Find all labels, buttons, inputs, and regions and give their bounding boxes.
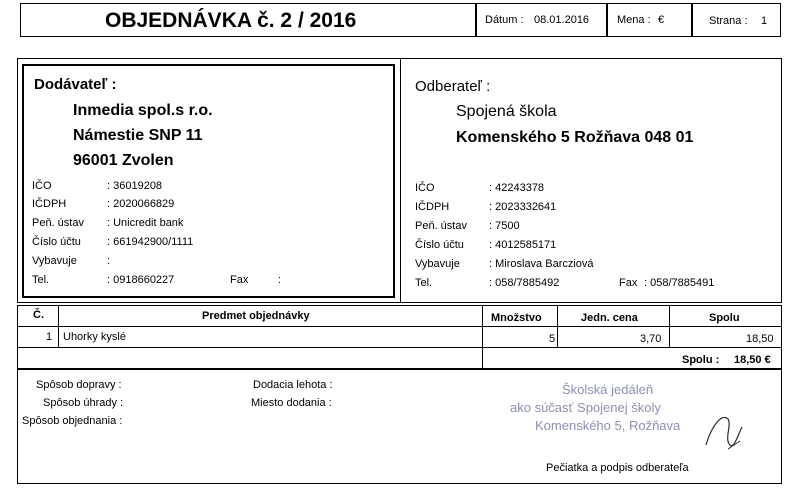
signature-stroke bbox=[706, 417, 742, 445]
customer-contact-value: : Miroslava Barcziová bbox=[489, 258, 594, 270]
document-title: OBJEDNÁVKA č. 2 / 2016 bbox=[105, 9, 357, 32]
table-header-divider bbox=[17, 326, 782, 327]
supplier-bank-label: Peň. ústav bbox=[32, 217, 84, 229]
sum-value: 18,50 € bbox=[734, 354, 771, 366]
items-table bbox=[17, 305, 782, 369]
col-divider-qty bbox=[557, 305, 558, 347]
supplier-fax-label: Fax bbox=[230, 274, 249, 286]
supplier-tel-value: : 0918660227 bbox=[107, 274, 175, 286]
order-method-label: Spôsob objednania : bbox=[22, 415, 123, 427]
col-header-price: Jedn. cena bbox=[581, 312, 638, 324]
currency-value: € bbox=[658, 14, 665, 26]
supplier-heading: Dodávateľ : bbox=[34, 76, 117, 93]
supplier-icdph-value: : 2020066829 bbox=[107, 198, 175, 210]
supplier-ico-value: : 36019208 bbox=[107, 180, 163, 192]
supplier-account-value: : 661942900/1111 bbox=[107, 236, 194, 248]
customer-ico-value: : 42243378 bbox=[489, 182, 545, 194]
col-header-qty: Množstvo bbox=[491, 312, 542, 324]
customer-bank-label: Peň. ústav bbox=[415, 220, 467, 232]
supplier-ico-label: IČO bbox=[32, 180, 52, 192]
supplier-account-label: Číslo účtu bbox=[32, 236, 81, 248]
table-row-divider bbox=[17, 347, 782, 348]
customer-icdph-value: : 2023332641 bbox=[489, 201, 557, 213]
row-total: 18,50 bbox=[746, 333, 774, 345]
page-value: 1 bbox=[761, 15, 768, 27]
col-divider-item bbox=[482, 305, 483, 369]
sum-label: Spolu : bbox=[682, 354, 720, 366]
col-header-item: Predmet objednávky bbox=[202, 310, 310, 322]
supplier-contact-label: Vybavuje bbox=[32, 255, 77, 267]
supplier-icdph-label: IČDPH bbox=[32, 198, 67, 210]
supplier-tel-label: Tel. bbox=[32, 274, 50, 286]
supplier-fax-value: : bbox=[278, 274, 282, 286]
date-label: Dátum : bbox=[485, 14, 524, 26]
customer-ico-label: IČO bbox=[415, 182, 435, 194]
customer-name: Spojená škola bbox=[456, 103, 557, 120]
delivery-term-label: Dodacia lehota : bbox=[253, 379, 333, 391]
row-no: 1 bbox=[46, 331, 53, 343]
col-header-no: Č. bbox=[33, 309, 44, 321]
customer-account-label: Číslo účtu bbox=[415, 239, 464, 251]
supplier-contact-value: : bbox=[107, 255, 111, 267]
stamp-line-2: ako súčasť Spojenej školy bbox=[510, 400, 661, 415]
col-divider-price bbox=[669, 305, 670, 347]
customer-heading: Odberateľ : bbox=[415, 78, 491, 95]
col-divider-no bbox=[58, 305, 59, 347]
currency-label: Mena : bbox=[617, 14, 651, 26]
date-value: 08.01.2016 bbox=[534, 14, 590, 26]
stamp-line-1: Školská jedáleň bbox=[562, 382, 654, 397]
row-item: Uhorky kyslé bbox=[63, 331, 126, 343]
customer-address: Komenského 5 Rožňava 048 01 bbox=[456, 129, 694, 146]
parties-divider bbox=[400, 58, 401, 303]
supplier-city: 96001 Zvolen bbox=[73, 152, 174, 169]
col-header-total: Spolu bbox=[709, 312, 740, 324]
supplier-name: Inmedia spol.s r.o. bbox=[73, 102, 213, 119]
customer-bank-value: : 7500 bbox=[489, 220, 520, 232]
customer-tel-value: : 058/7885492 bbox=[489, 277, 560, 289]
row-qty: 5 bbox=[549, 333, 556, 345]
customer-contact-label: Vybavuje bbox=[415, 258, 460, 270]
page-label: Strana : bbox=[709, 15, 748, 27]
signature-mark bbox=[700, 405, 750, 455]
supplier-box bbox=[22, 64, 395, 298]
customer-icdph-label: IČDPH bbox=[415, 201, 450, 213]
customer-tel-label: Tel. bbox=[415, 277, 433, 289]
supplier-bank-value: : Unicredit bank bbox=[107, 217, 184, 229]
customer-account-value: : 4012585171 bbox=[489, 239, 557, 251]
stamp-line-3: Komenského 5, Rožňava bbox=[535, 418, 681, 433]
supplier-street: Námestie SNP 11 bbox=[73, 127, 203, 144]
customer-fax-value: : 058/7885491 bbox=[644, 277, 715, 289]
signature-label: Pečiatka a podpis odberateľa bbox=[546, 462, 689, 474]
transport-label: Spôsob dopravy : bbox=[36, 379, 122, 391]
payment-label: Spôsob úhrady : bbox=[43, 397, 124, 409]
delivery-place-label: Miesto dodania : bbox=[251, 397, 332, 409]
customer-fax-label: Fax bbox=[619, 277, 638, 289]
row-unit-price: 3,70 bbox=[640, 333, 662, 345]
